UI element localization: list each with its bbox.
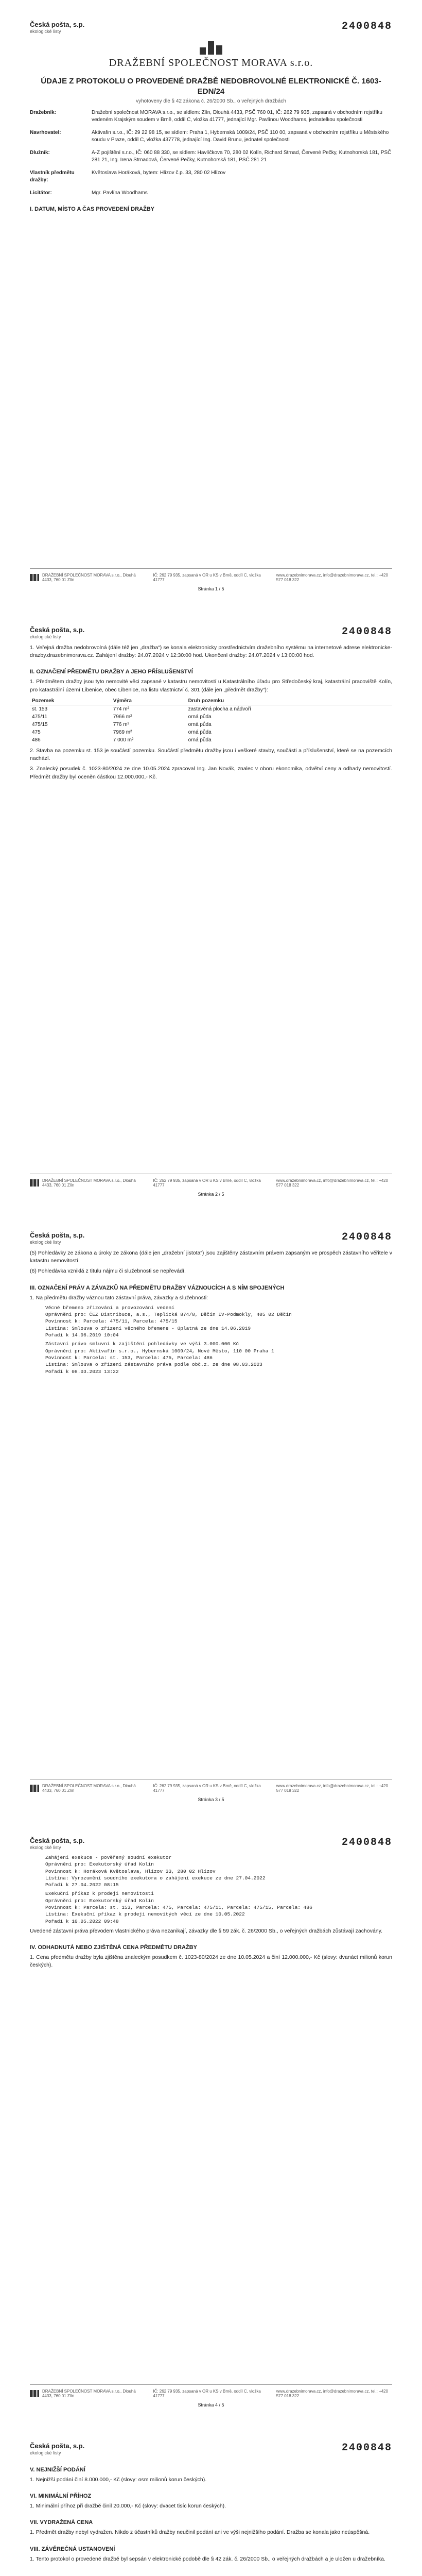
footer-col: IČ: 262 79 935, zapsaná v OR u KS v Brně, oddíl C, vložka 41777: [153, 2389, 261, 2398]
cell: zastavěná plocha a nádvoří: [188, 706, 251, 712]
postal-sub: ekologické listy: [30, 28, 61, 34]
postal-sub: ekologické listy: [30, 1239, 61, 1245]
table-row: [30, 705, 392, 713]
postal-sub: ekologické listy: [30, 1844, 61, 1850]
document-page-3: [0, 1211, 422, 1814]
party-value: Dražební společnost MORAVA s.r.o., se sídlem: Zlín, Dlouhá 4433, PSČ 760 01, IČ: 262 79 935, zapsaná v obchodním rejstříku vedeném Krajským soudem v Brně, oddíl C, vložka 41777, jednající Mgr. Pavlínou Woodhams, jednatelkou společnosti: [92, 109, 382, 123]
document-note: vyhotoveny dle § 42 zákona č. 26/2000 Sb., o veřejných dražbách: [136, 98, 286, 104]
party-label: Dražebník:: [30, 109, 57, 115]
paragraph: Uvedené zástavní práva převodem vlastnického práva nezanikají, závazky dle § 59 zák. č. 26/2000 Sb., o veřejných dražbách zůstávají zachovány.: [30, 1927, 383, 1934]
cell: orná půda: [188, 714, 212, 720]
page-number: Stránka 2 / 5: [198, 1192, 224, 1197]
encumbrance-record: Zástavní právo smluvní k zajištění pohledávky ve výši 3.000.000 Kč Oprávnění pro: Aktivafin s.r.o., Hybernská 1009/24, Nové Město, 110 00 Praha 1 Povinnost k: Parcela: st. 153, Parcela: 475, Parcela: 486 Listina: Smlouva o zřízení zástavního práva podle obč.z. ze dne 08.03.2023 Pořadí k 08.03.2023 13:22: [45, 1341, 274, 1375]
cell: 486: [32, 737, 41, 743]
paragraph: 1. Veřejná dražba nedobrovolná (dále též jen „dražba“) se konala elektronicky prostřednictvím dražebního systému na internetové adrese elektronicke-drazby.drazebnimorava.cz. Zahájení dražby: 24.07.2024 v 12:30:00 hod. Ukončení dražby: 24.07.2024 v 13:00:00 hod.: [30, 645, 392, 659]
party-label: Vlastník předmětu dražby:: [30, 170, 75, 183]
footer-col: www.drazebnimorava.cz, info@drazebnimorava.cz, tel.: +420 577 018 322: [276, 1178, 389, 1188]
footer-col: www.drazebnimorava.cz, info@drazebnimorava.cz, tel.: +420 577 018 322: [276, 573, 389, 582]
party-label: Navrhovatel:: [30, 129, 61, 135]
paragraph: 1. Předmětem dražby jsou tyto nemovité věci zapsané v katastru nemovitostí u Katastrálního úřadu pro Středočeský kraj, katastrální pracoviště Kolín, pro katastrální území Libenice, obec Libenice, na listu vlastnictví č. 301 (dále jen „předmět dražby“):: [30, 679, 392, 693]
section-title: VIII. ZÁVĚREČNÁ USTANOVENÍ: [30, 2546, 115, 2552]
footer-logo-icon: [30, 1179, 39, 1187]
page-footer: [30, 2384, 392, 2398]
paragraph: 3. Znalecký posudek č. 1023-80/2024 ze dne 10.05.2024 zpracoval Ing. Jan Novák, znalec v oboru ekonomika, odvětví ceny a odhady nemovitostí. Předmět dražby byl oceněn částkou 12.000.000,- Kč.: [30, 766, 392, 780]
page-number: Stránka 1 / 5: [198, 586, 224, 591]
footer-col: IČ: 262 79 935, zapsaná v OR u KS v Brně, oddíl C, vložka 41777: [153, 1784, 261, 1793]
cell: orná půda: [188, 721, 212, 727]
footer-col: www.drazebnimorava.cz, info@drazebnimorava.cz, tel.: +420 577 018 322: [276, 2389, 389, 2398]
postal-company: Česká pošta, s.p.: [30, 626, 85, 634]
party-value: Mgr. Pavlína Woodhams: [92, 190, 148, 196]
paragraph: 1. Na předmětu dražby váznou tato zástavní práva, závazky a služebnosti:: [30, 1294, 208, 1301]
cell: orná půda: [188, 729, 212, 735]
document-page-2: [0, 605, 422, 1208]
party-label: Licitátor:: [30, 190, 52, 196]
company-logo: [30, 41, 392, 69]
page-footer: [30, 568, 392, 582]
footer-logo-icon: [30, 2390, 39, 2397]
footer-col: IČ: 262 79 935, zapsaná v OR u KS v Brně, oddíl C, vložka 41777: [153, 1178, 261, 1188]
section-title: IV. ODHADNUTÁ NEBO ZJIŠTĚNÁ CENA PŘEDMĚTU DRAŽBY: [30, 1944, 197, 1951]
section-title: VI. MINIMÁLNÍ PŘÍHOZ: [30, 2493, 92, 2500]
encumbrance-record: Zahájení exekuce - pověřený soudní exekutor Oprávnění pro: Exekutorský úřad Kolín Povinnost k: Horáková Květoslava, Hlízov 33, 280 02 Hlízov Listina: Vyrozumění soudního exekutora o zahájení exekuce ze dne 27.04.2022 Pořadí k 27.04.2022 08:15: [45, 1855, 266, 1888]
cell: 475/11: [32, 714, 47, 720]
table-header: Pozemek: [30, 697, 111, 705]
section-title: II. OZNAČENÍ PŘEDMĚTU DRAŽBY A JEHO PŘÍSLUŠENSTVÍ: [30, 669, 193, 675]
paragraph: (6) Pohledávka vzniklá z titulu nájmu či služebnosti se nepřevádí.: [30, 1268, 186, 1275]
document-page-4: [0, 1816, 422, 2419]
page-header: [30, 626, 392, 641]
section-title: I. DATUM, MÍSTO A ČAS PROVEDENÍ DRAŽBY: [30, 206, 155, 212]
page-header: [30, 1231, 392, 1247]
cell: 776 m²: [113, 721, 129, 727]
footer-col: DRAŽEBNÍ SPOLEČNOST MORAVA s.r.o., Dlouhá 4433, 760 01 Zlín: [42, 2389, 136, 2398]
page-number: Stránka 4 / 5: [198, 2402, 224, 2408]
table-row: [30, 736, 392, 744]
cell: 7966 m²: [113, 714, 132, 720]
party-value: Květoslava Horáková, bytem: Hlízov č.p. 33, 280 02 Hlízov: [92, 170, 226, 176]
barcode-number: 2400848: [341, 1231, 392, 1243]
postal-company: Česká pošta, s.p.: [30, 21, 85, 28]
footer-col: DRAŽEBNÍ SPOLEČNOST MORAVA s.r.o., Dlouhá 4433, 760 01 Zlín: [42, 1784, 136, 1793]
paragraph: 1. Cena předmětu dražby byla zjištěna znaleckým posudkem č. 1023-80/2024 ze dne 10.05.2024 a činí 12.000.000,- Kč (slovy: dvanáct milionů korun českých).: [30, 1954, 392, 1969]
paragraph: 2. Stavba na pozemku st. 153 je součástí pozemku. Součástí předmětu dražby jsou i veškeré stavby, součásti a příslušenství, které se na pozemcích nachází.: [30, 747, 392, 762]
barcode-number: 2400848: [341, 1837, 392, 1849]
party-label: Dlužník:: [30, 149, 50, 156]
encumbrance-record: Věcné břemeno zřizování a provozování vedení Oprávnění pro: ČEZ Distribuce, a.s., Teplická 874/8, Děčín IV-Podmokly, 405 02 Děčín Povinnost k: Parcela: 475/11, Parcela: 475/15 Listina: Smlouva o zřízení věcného břemene - úplatná ze dne 14.06.2019 Pořadí k 14.06.2019 10:04: [45, 1304, 292, 1338]
footer-logo-icon: [30, 574, 39, 581]
paragraph: (5) Pohledávky ze zákona a úroky ze zákona (dále jen „dražební jistota“) jsou zajištěny zástavním právem zapsaným ve prospěch zástavního věřitele v katastru nemovitostí.: [30, 1250, 392, 1264]
table-header: Druh pozemku: [186, 697, 392, 705]
barcode-number: 2400848: [341, 2442, 392, 2454]
parcel-table: [30, 697, 392, 744]
section-title: VII. VYDRAŽENÁ CENA: [30, 2519, 93, 2526]
cell: st. 153: [32, 706, 48, 712]
page-header: [30, 1837, 392, 1852]
table-row: [30, 713, 392, 721]
postal-sub: ekologické listy: [30, 2450, 61, 2455]
document-page-1: [0, 0, 422, 603]
barcode-number: 2400848: [341, 21, 392, 32]
footer-logo-icon: [30, 1785, 39, 1792]
page-number: Stránka 3 / 5: [198, 1797, 224, 1802]
table-row: [30, 728, 392, 736]
page-header: [30, 21, 392, 36]
party-value: Aktivafin s.r.o., IČ: 29 22 98 15, se sídlem: Praha 1, Hybernská 1009/24, PSČ 110 00, zapsaná v obchodním rejstříku u Městského soudu v Praze, oddíl C, vložka 437778, jednající Ing. David Brunu, jednatel společnosti: [92, 129, 389, 143]
page-header: [30, 2442, 392, 2458]
cell: 774 m²: [113, 706, 129, 712]
logo-mark-icon: [200, 41, 222, 55]
postal-company: Česká pošta, s.p.: [30, 1837, 85, 1844]
page-footer: [30, 1174, 392, 1188]
section-title: V. NEJNIŽŠÍ PODÁNÍ: [30, 2467, 85, 2473]
postal-sub: ekologické listy: [30, 634, 61, 639]
postal-company: Česká pošta, s.p.: [30, 1231, 85, 1239]
page-footer: [30, 1779, 392, 1793]
paragraph: 1. Tento protokol o provedené dražbě byl sepsán v elektronické podobě dle § 42 zák. č. 26/2000 Sb., o veřejných dražbách a je uložen u dražebníka.: [30, 2555, 385, 2562]
party-value: A-Z pojištění s.r.o., IČ: 060 88 330, se sídlem: Havlíčkova 70, 280 02 Kolín, Richard Strnad, Červené Pečky, Kutnohorská 181, PSČ 281 21, Ing. Irena Strnadová, Červené Pečky, Kutnohorská 181, PSČ 281 21: [92, 149, 392, 163]
cell: orná půda: [188, 737, 212, 743]
table-row: [30, 721, 392, 728]
encumbrance-record: Exekuční příkaz k prodeji nemovitosti Oprávnění pro: Exekutorský úřad Kolín Povinnost k: Parcela: st. 153, Parcela: 475, Parcela: 475/11, Parcela: 475/15, Parcela: 486 Listina: Exekuční příkaz k prodeji nemovitých věcí ze dne 10.05.2022 Pořadí k 10.05.2022 09:48: [45, 1891, 312, 1924]
document-page-5: [0, 2421, 422, 2576]
cell: 475/15: [32, 721, 48, 727]
brand-title: DRAŽEBNÍ SPOLEČNOST MORAVA s.r.o.: [109, 57, 313, 69]
paragraph: 1. Minimální příhoz při dražbě činil 20.000,- Kč (slovy: dvacet tisíc korun českých).: [30, 2503, 226, 2510]
footer-col: DRAŽEBNÍ SPOLEČNOST MORAVA s.r.o., Dlouhá 4433, 760 01 Zlín: [42, 1178, 136, 1188]
footer-col: www.drazebnimorava.cz, info@drazebnimorava.cz, tel.: +420 577 018 322: [276, 1784, 389, 1793]
barcode-number: 2400848: [341, 626, 392, 638]
paragraph: 1. Předmět dražby nebyl vydražen. Nikdo z účastníků dražby neučinil podání ani ve výši nejnižšího podání. Dražba se konala jako neúspěšná.: [30, 2529, 370, 2536]
cell: 7 000 m²: [113, 737, 134, 743]
footer-col: DRAŽEBNÍ SPOLEČNOST MORAVA s.r.o., Dlouhá 4433, 760 01 Zlín: [42, 573, 136, 582]
cell: 7969 m²: [113, 729, 132, 735]
section-title: III. OZNAČENÍ PRÁV A ZÁVAZKŮ NA PŘEDMĚTU DRAŽBY VÁZNOUCÍCH A S NÍM SPOJENÝCH: [30, 1284, 285, 1291]
postal-company: Česká pošta, s.p.: [30, 2442, 85, 2450]
paragraph: 1. Nejnižší podání činí 8.000.000,- Kč (slovy: osm milionů korun českých).: [30, 2477, 207, 2483]
cell: 475: [32, 729, 41, 735]
table-header: Výměra: [111, 697, 186, 705]
document-heading: ÚDAJE Z PROTOKOLU O PROVEDENÉ DRAŽBĚ NEDOBROVOLNÉ ELEKTRONICKÉ Č. 1603-EDN/24: [41, 77, 381, 96]
footer-col: IČ: 262 79 935, zapsaná v OR u KS v Brně, oddíl C, vložka 41777: [153, 573, 261, 582]
